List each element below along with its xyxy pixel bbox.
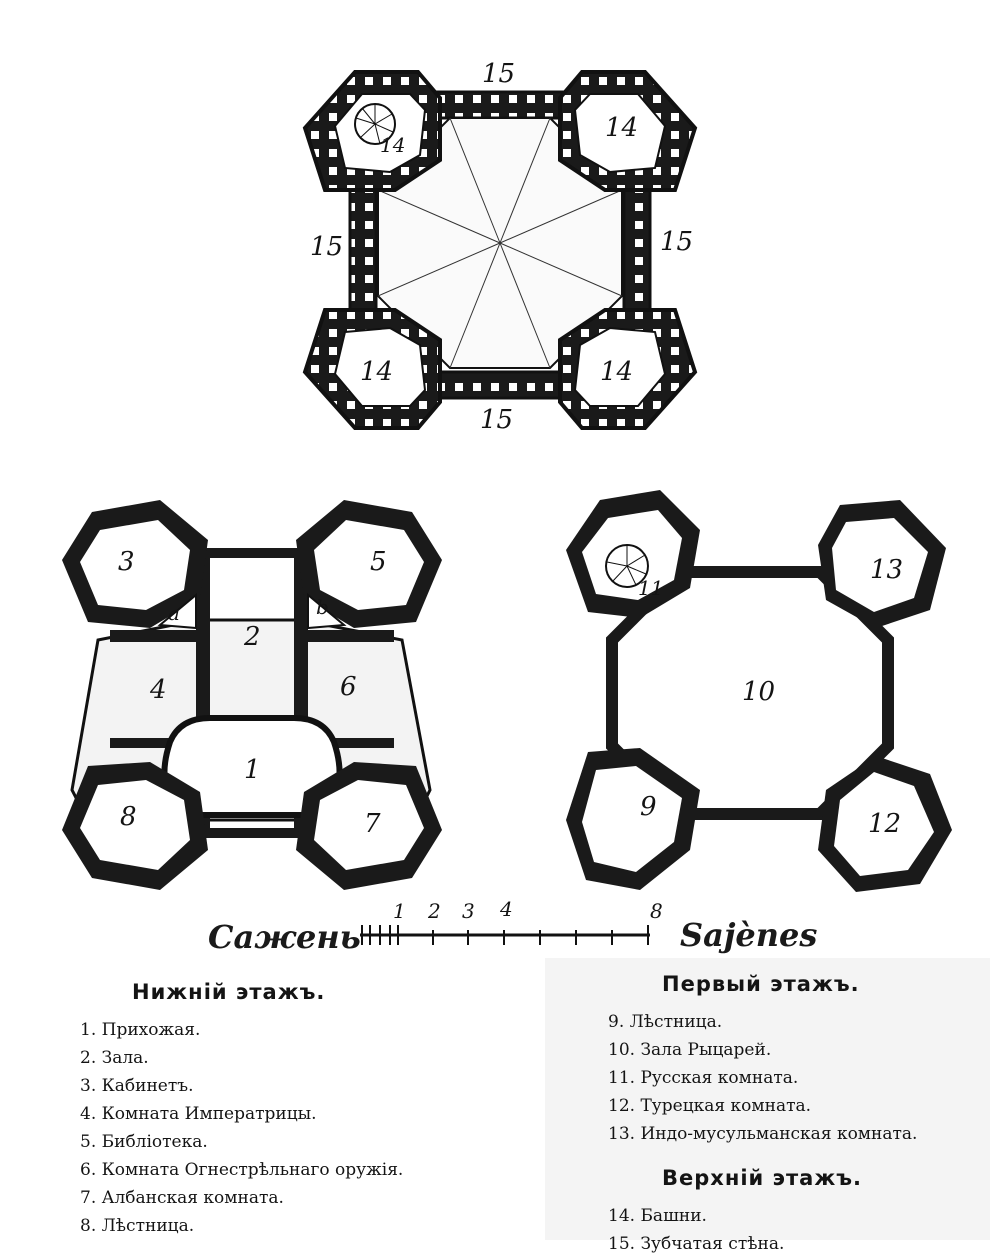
- scale-label-right: Sajènes: [680, 916, 818, 954]
- legend-item: 11. Русская комната.: [608, 1068, 799, 1088]
- legend-item: 8. Лѣстница.: [80, 1216, 195, 1236]
- tower-label-bl: 14: [360, 357, 394, 387]
- legend-item: 10. Зала Рыцарей.: [608, 1040, 772, 1060]
- room-label-11: 11: [638, 576, 664, 600]
- lower-floor-plan: [62, 500, 442, 890]
- legend-list-upper: [608, 1202, 978, 1258]
- legend-list-lower: [80, 1016, 520, 1240]
- tower-top-right: [560, 72, 695, 190]
- legend-item: 5. Библіотека.: [80, 1132, 208, 1152]
- scale-tick-1: 1: [393, 899, 406, 923]
- legend-item: 4. Комната Императрицы.: [80, 1104, 317, 1124]
- tower-label-br: 14: [600, 357, 634, 387]
- room-label-2: 2: [244, 622, 261, 652]
- tower-label-tr: 14: [605, 113, 639, 143]
- scale-label-left: Сажень: [208, 918, 361, 956]
- legend-list-first: [608, 1008, 978, 1148]
- battlement-wall-right: [624, 180, 650, 320]
- legend-title-first: Первый этажъ.: [662, 972, 860, 996]
- scale-tick-4: 4: [500, 897, 513, 921]
- room-label-4: 4: [150, 675, 167, 705]
- wall-label-bottom: 15: [480, 405, 514, 435]
- legend-title-upper: Верхній этажъ.: [662, 1166, 863, 1190]
- legend-item: 1. Прихожая.: [80, 1020, 201, 1040]
- room-label-13: 13: [870, 555, 904, 585]
- tower-bottom-left: [305, 310, 440, 428]
- legend-lower-floor: [80, 980, 520, 1240]
- scale-tick-2: 2: [428, 899, 441, 923]
- legend-item: 12. Турецкая комната.: [608, 1096, 812, 1116]
- wall-label-top: 15: [482, 59, 516, 89]
- room-label-1: 1: [244, 755, 261, 785]
- legend-item: 7. Албанская комната.: [80, 1188, 284, 1208]
- legend-item: 2. Зала.: [80, 1048, 149, 1068]
- room-label-10: 10: [742, 677, 776, 707]
- room-label-5: 5: [370, 547, 387, 577]
- scale-tick-3: 3: [462, 899, 475, 923]
- room-label-8: 8: [120, 802, 137, 832]
- room-label-7: 7: [364, 809, 381, 839]
- room-label-9: 9: [640, 792, 657, 822]
- legend-item: 6. Комната Огнестрѣльнаго оружія.: [80, 1160, 404, 1180]
- scale-tick-8: 8: [650, 899, 663, 923]
- legend-title-lower: Нижній этажъ.: [132, 980, 326, 1004]
- room-label-b: b: [316, 595, 329, 619]
- room-label-3: 3: [118, 547, 135, 577]
- legend-item: 13. Индо-мусульманская комната.: [608, 1124, 918, 1144]
- tower-bottom-right: [560, 310, 695, 428]
- battlement-wall-bottom: [420, 372, 580, 398]
- room-label-a: a: [168, 601, 180, 625]
- wall-label-right: 15: [660, 227, 694, 257]
- upper-floor-plan: [305, 59, 695, 435]
- room-label-12: 12: [868, 809, 902, 839]
- room-label-6: 6: [340, 672, 357, 702]
- legend-item: 14. Башни.: [608, 1206, 707, 1226]
- tower-label-tl: 14: [380, 133, 406, 157]
- legend-first-floor: [608, 972, 978, 1258]
- battlement-wall-top: [420, 92, 580, 118]
- first-floor-plan: [566, 490, 952, 892]
- tower-top-left: [305, 72, 440, 190]
- scale-bar: [208, 897, 817, 956]
- battlement-wall-left: [350, 180, 376, 320]
- legend-item: 9. Лѣстница.: [608, 1012, 723, 1032]
- wall-label-left: 15: [310, 232, 344, 262]
- legend-item: 15. Зубчатая стѣна.: [608, 1234, 785, 1254]
- legend-item: 3. Кабинетъ.: [80, 1076, 194, 1096]
